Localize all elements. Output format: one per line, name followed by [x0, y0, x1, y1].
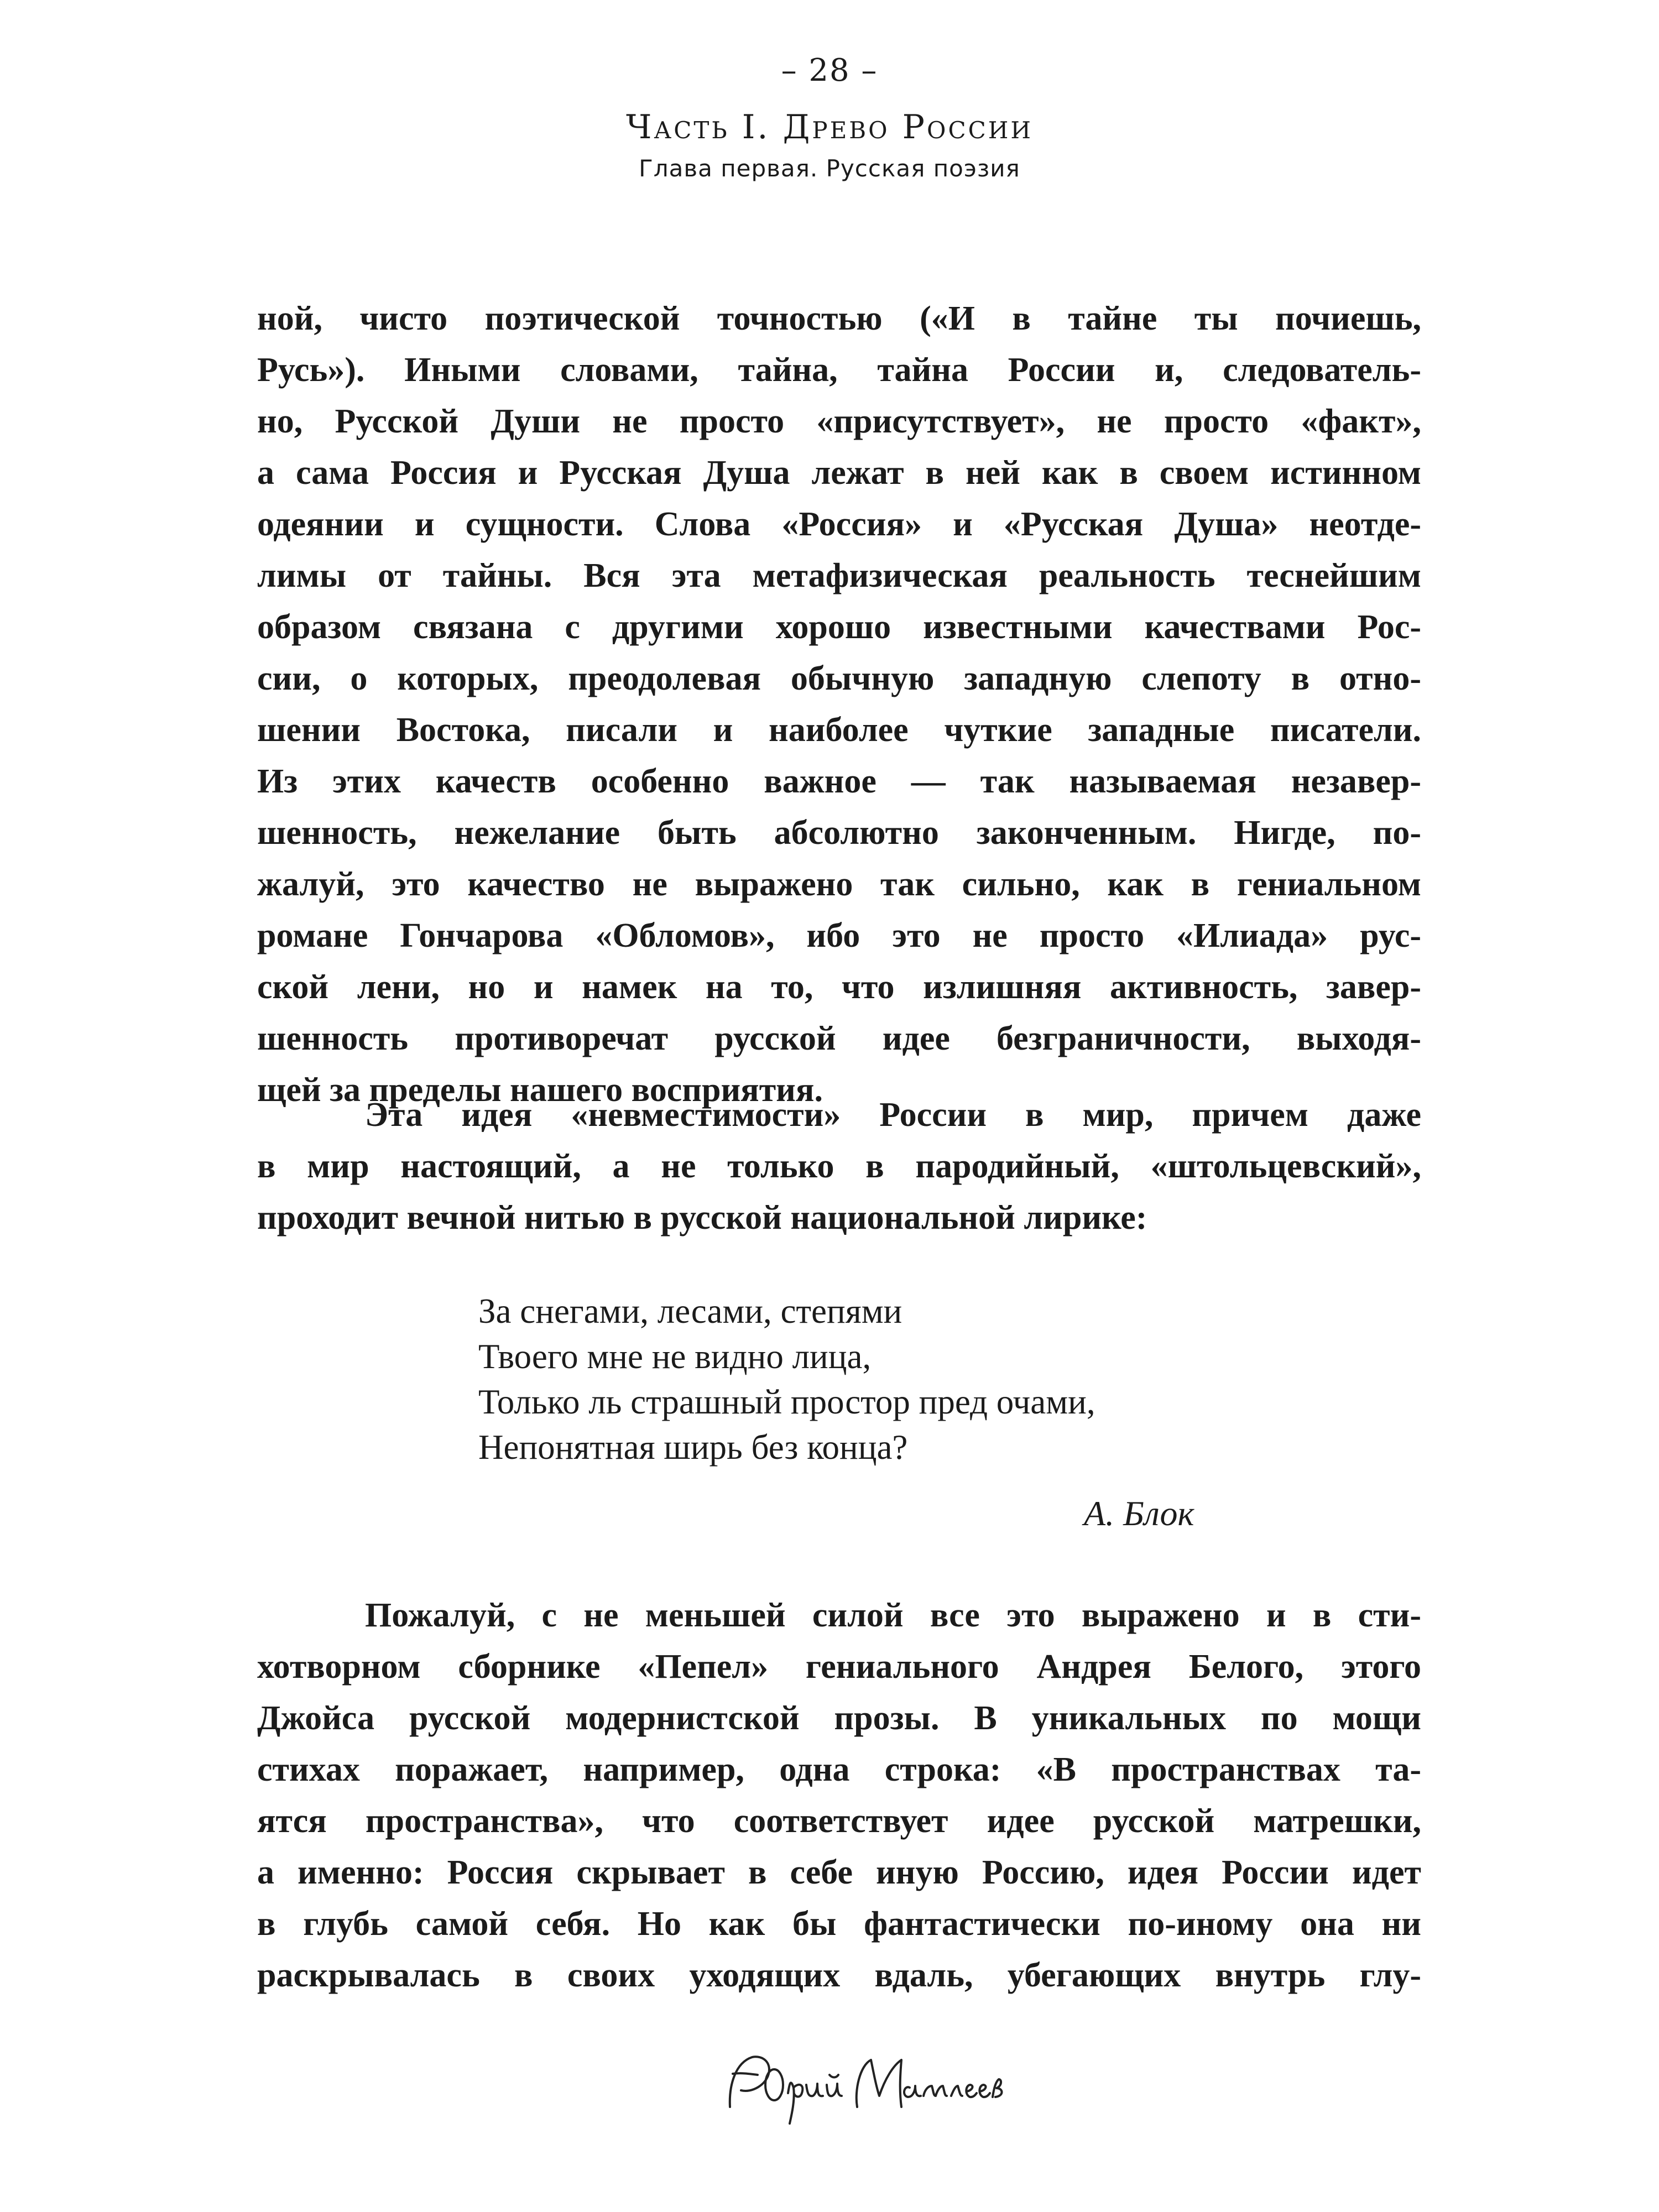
text-line: Пожалуй, с не меньшей силой все это выражено и в сти-	[365, 1597, 1421, 1634]
text-line: в глубь самой себя. Но как бы фантастически по-иному она ни	[257, 1905, 1421, 1943]
text-line: шении Востока, писали и наиболее чуткие западные писатели.	[257, 711, 1421, 749]
text-line: Эта идея «невместимости» России в мир, причем даже	[365, 1096, 1421, 1134]
text-line: но, Русской Души не просто «присутствует», не просто «факт»,	[257, 403, 1421, 440]
paragraph-2	[257, 1089, 1421, 1244]
text-line: Джойса русской модернистской прозы. В уникальных по мощи	[257, 1699, 1421, 1737]
poem-line: Твоего мне не видно лица,	[478, 1337, 872, 1376]
text-line: щей за пределы нашего восприятия.	[257, 1071, 823, 1109]
text-line: а именно: Россия скрывает в себе иную Россию, идея России идет	[257, 1854, 1421, 1891]
chapter-title: Глава первая. Русская поэзия	[639, 155, 1020, 182]
paragraph-1	[257, 293, 1421, 1116]
poem-quote	[478, 1288, 1095, 1470]
poem-author: А. Блок	[1084, 1494, 1194, 1533]
text-line: ской лени, но и намек на то, что излишняя активность, завер-	[257, 968, 1421, 1006]
text-line: шенность противоречат русской идее безграничности, выходя-	[257, 1020, 1421, 1057]
part-title: Часть I. Древо России	[626, 108, 1033, 147]
poem-line: Непонятная ширь без конца?	[478, 1428, 908, 1467]
text-line: образом связана с другими хорошо известными качествами Рос-	[257, 608, 1421, 646]
text-line: одеянии и сущности. Слова «Россия» и «Русская Душа» неотде-	[257, 505, 1421, 543]
text-line: Из этих качеств особенно важное — так называемая незавер-	[257, 763, 1421, 800]
text-line: раскрывалась в своих уходящих вдаль, убегающих внутрь глу-	[257, 1957, 1421, 1994]
page-number: – 28 –	[781, 53, 878, 88]
text-line: жалуй, это качество не выражено так сильно, как в гениальном	[257, 865, 1421, 903]
author-signature	[719, 2041, 1006, 2135]
text-line: сии, о которых, преодолевая обычную западную слепоту в отно-	[257, 660, 1421, 697]
text-line: ной, чисто поэтической точностью («И в тайне ты почиешь,	[257, 300, 1421, 337]
poem-line: За снегами, лесами, степями	[478, 1292, 902, 1331]
text-line: стихах поражает, например, одна строка: «В пространствах та-	[257, 1751, 1421, 1788]
text-line: ятся пространства», что соответствует идее русской матрешки,	[257, 1802, 1421, 1840]
text-line: а сама Россия и Русская Душа лежат в ней как в своем истинном	[257, 454, 1421, 492]
text-line: хотворном сборнике «Пепел» гениального Андрея Белого, этого	[257, 1648, 1421, 1686]
paragraph-3	[257, 1590, 1421, 2001]
poem-line: Только ль страшный простор пред очами,	[478, 1383, 1095, 1421]
text-line: романе Гончарова «Обломов», ибо это не просто «Илиада» рус-	[257, 917, 1421, 954]
text-line: Русь»). Иными словами, тайна, тайна России и, следователь-	[257, 351, 1421, 389]
text-line: шенность, нежелание быть абсолютно законченным. Нигде, по-	[257, 814, 1421, 852]
text-line: проходит вечной нитью в русской национальной лирике:	[257, 1199, 1147, 1237]
text-line: в мир настоящий, а не только в пародийный, «штольцевский»,	[257, 1147, 1421, 1185]
text-line: лимы от тайны. Вся эта метафизическая реальность теснейшим	[257, 557, 1421, 594]
